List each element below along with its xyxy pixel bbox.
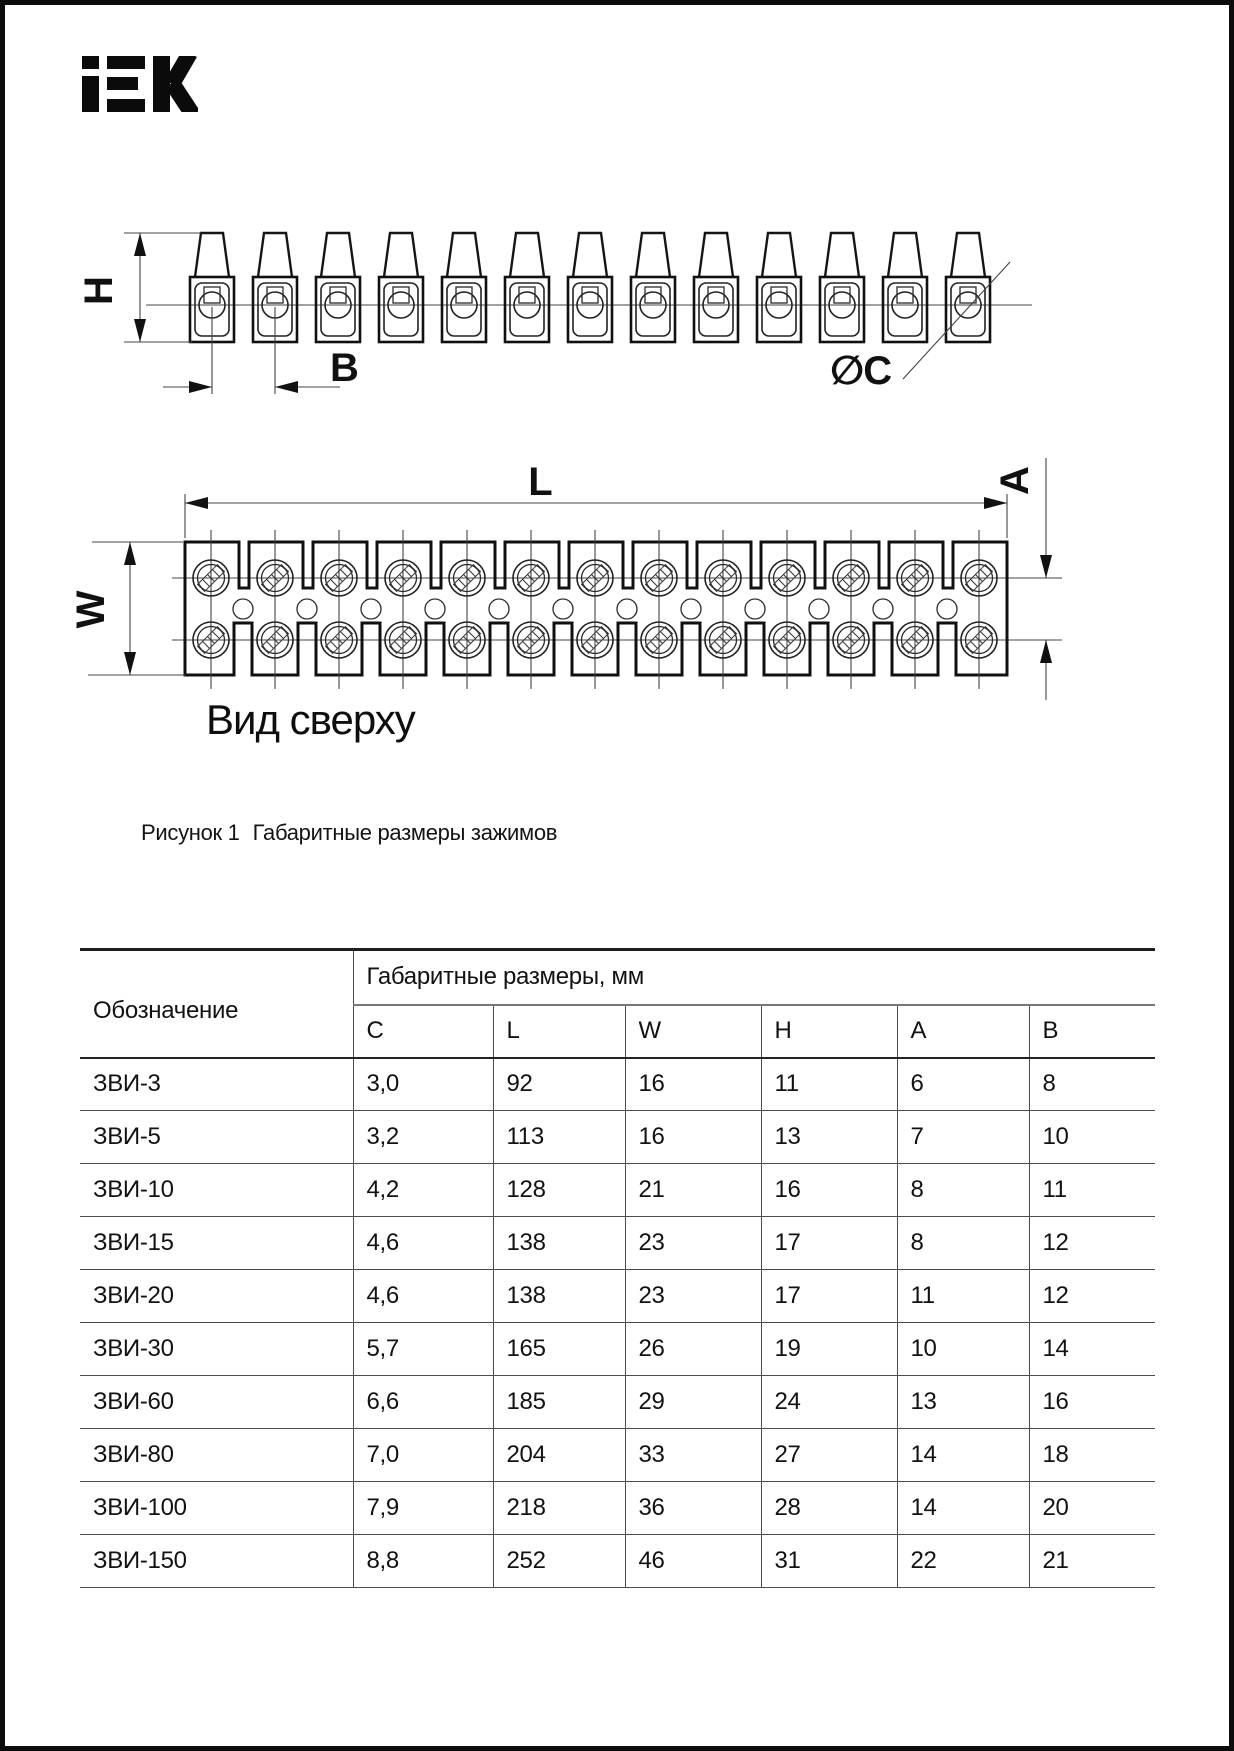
cell-W: 26 — [625, 1323, 761, 1376]
figure-drawing — [0, 0, 1234, 770]
top-view — [69, 458, 1062, 700]
cell-W: 46 — [625, 1535, 761, 1588]
cell-L: 185 — [493, 1376, 625, 1429]
dim-C — [830, 262, 1010, 393]
iek-logo — [82, 56, 198, 112]
table-row — [80, 1058, 1155, 1111]
row-designation: ЗВИ-15 — [80, 1217, 353, 1270]
table-row — [80, 1429, 1155, 1482]
cell-C: 4,6 — [353, 1270, 493, 1323]
cell-L: 218 — [493, 1482, 625, 1535]
cell-A: 14 — [897, 1429, 1029, 1482]
cell-C: 4,6 — [353, 1217, 493, 1270]
cell-H: 27 — [761, 1429, 897, 1482]
row-designation: ЗВИ-20 — [80, 1270, 353, 1323]
top-view-outline — [185, 542, 1007, 675]
cell-B: 18 — [1029, 1429, 1155, 1482]
cell-H: 24 — [761, 1376, 897, 1429]
cell-A: 10 — [897, 1323, 1029, 1376]
dimensions-table — [80, 948, 1155, 1588]
col-header-C: C — [353, 1005, 493, 1058]
dim-label-B: B — [330, 346, 358, 390]
table-row — [80, 1482, 1155, 1535]
table-row — [80, 1323, 1155, 1376]
cell-L: 165 — [493, 1323, 625, 1376]
dim-label-A: A — [993, 467, 1037, 495]
cell-W: 23 — [625, 1270, 761, 1323]
cell-H: 17 — [761, 1270, 897, 1323]
cell-A: 22 — [897, 1535, 1029, 1588]
dim-A — [993, 458, 1052, 700]
table-row — [80, 1270, 1155, 1323]
cell-H: 19 — [761, 1323, 897, 1376]
side-view-terminal-units — [190, 233, 990, 342]
dim-B — [163, 307, 358, 394]
figure-caption — [141, 820, 557, 846]
row-designation: ЗВИ-100 — [80, 1482, 353, 1535]
cell-W: 16 — [625, 1058, 761, 1111]
row-designation: ЗВИ-150 — [80, 1535, 353, 1588]
cell-C: 3,0 — [353, 1058, 493, 1111]
header-designation: Обозначение — [80, 950, 353, 1058]
dim-W — [69, 542, 186, 675]
cell-H: 11 — [761, 1058, 897, 1111]
cell-B: 12 — [1029, 1217, 1155, 1270]
figure-caption-number: Рисунок 1 — [141, 820, 240, 845]
table-row — [80, 1376, 1155, 1429]
table-row — [80, 1535, 1155, 1588]
iek-logo-glyphs — [82, 56, 170, 112]
cell-A: 8 — [897, 1164, 1029, 1217]
cell-L: 92 — [493, 1058, 625, 1111]
cell-C: 4,2 — [353, 1164, 493, 1217]
cell-C: 3,2 — [353, 1111, 493, 1164]
dim-label-H: H — [77, 277, 121, 305]
dim-label-L: L — [528, 460, 552, 504]
cell-C: 5,7 — [353, 1323, 493, 1376]
cell-A: 7 — [897, 1111, 1029, 1164]
dim-label-W: W — [69, 591, 113, 629]
cell-B: 10 — [1029, 1111, 1155, 1164]
dim-L — [185, 460, 1007, 538]
table-row — [80, 1217, 1155, 1270]
cell-B: 11 — [1029, 1164, 1155, 1217]
cell-W: 16 — [625, 1111, 761, 1164]
cell-C: 7,9 — [353, 1482, 493, 1535]
cell-W: 23 — [625, 1217, 761, 1270]
top-view-caption: Вид сверху — [206, 696, 415, 743]
row-designation: ЗВИ-5 — [80, 1111, 353, 1164]
cell-B: 14 — [1029, 1323, 1155, 1376]
table-header-row-1 — [80, 950, 1155, 1005]
cell-A: 11 — [897, 1270, 1029, 1323]
cell-L: 138 — [493, 1217, 625, 1270]
cell-H: 16 — [761, 1164, 897, 1217]
cell-H: 17 — [761, 1217, 897, 1270]
side-view — [77, 233, 1032, 394]
row-designation: ЗВИ-80 — [80, 1429, 353, 1482]
cell-B: 12 — [1029, 1270, 1155, 1323]
cell-B: 16 — [1029, 1376, 1155, 1429]
cell-W: 21 — [625, 1164, 761, 1217]
row-designation: ЗВИ-3 — [80, 1058, 353, 1111]
cell-W: 36 — [625, 1482, 761, 1535]
cell-B: 8 — [1029, 1058, 1155, 1111]
row-designation: ЗВИ-30 — [80, 1323, 353, 1376]
cell-H: 31 — [761, 1535, 897, 1588]
col-header-B: B — [1029, 1005, 1155, 1058]
col-header-H: H — [761, 1005, 897, 1058]
figure-caption-text: Габаритные размеры зажимов — [252, 820, 558, 845]
row-designation: ЗВИ-10 — [80, 1164, 353, 1217]
cell-L: 138 — [493, 1270, 625, 1323]
col-header-W: W — [625, 1005, 761, 1058]
dim-label-C: ∅C — [830, 349, 892, 393]
row-designation: ЗВИ-60 — [80, 1376, 353, 1429]
cell-H: 13 — [761, 1111, 897, 1164]
cell-A: 14 — [897, 1482, 1029, 1535]
dim-H — [77, 233, 201, 342]
table-row — [80, 1164, 1155, 1217]
cell-A: 6 — [897, 1058, 1029, 1111]
cell-A: 8 — [897, 1217, 1029, 1270]
cell-A: 13 — [897, 1376, 1029, 1429]
cell-L: 204 — [493, 1429, 625, 1482]
cell-C: 6,6 — [353, 1376, 493, 1429]
iek-logo-k-arms — [172, 56, 193, 112]
cell-L: 113 — [493, 1111, 625, 1164]
header-group-dimensions: Габаритные размеры, мм — [353, 950, 1155, 1005]
cell-W: 33 — [625, 1429, 761, 1482]
cell-B: 21 — [1029, 1535, 1155, 1588]
cell-W: 29 — [625, 1376, 761, 1429]
cell-L: 128 — [493, 1164, 625, 1217]
table-row — [80, 1111, 1155, 1164]
cell-B: 20 — [1029, 1482, 1155, 1535]
col-header-A: A — [897, 1005, 1029, 1058]
cell-C: 8,8 — [353, 1535, 493, 1588]
cell-H: 28 — [761, 1482, 897, 1535]
col-header-L: L — [493, 1005, 625, 1058]
cell-C: 7,0 — [353, 1429, 493, 1482]
cell-L: 252 — [493, 1535, 625, 1588]
